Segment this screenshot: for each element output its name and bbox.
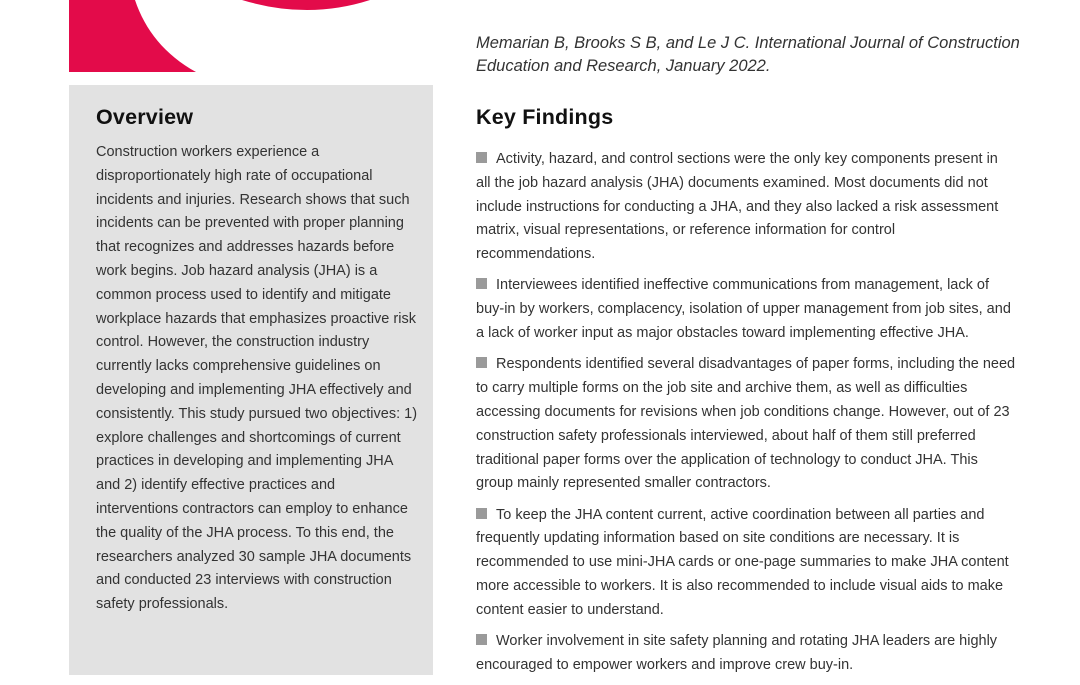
square-bullet-icon: [476, 634, 487, 645]
logo-red-arc: [242, 0, 370, 10]
key-findings-heading: Key Findings: [476, 105, 614, 129]
overview-body: Construction workers experience a disproportionately high rate of occupational incidents and injuries. Research shows that such incidents can be prevented with proper planning that recognizes and addresses hazards before work begins. Job hazard analysis (JHA) is a common process used to identify and mitigate workplace hazards that emphasizes proactive risk control. However, the construction industry currently lacks comprehensive guidelines on developing and implementing JHA effectively and consistently. This study pursued two objectives: 1) explore challenges and shortcomings of current practices in developing and implementing JHA and 2) identify effective practices and interventions contractors can employ to enhance the quality of the JHA process. To this end, the researchers analyzed 30 sample JHA documents and conducted 23 interviews with construction safety professionals.: [96, 144, 418, 613]
finding-text: Respondents identified several disadvantages of paper forms, including the need to carry multiple forms on the job site and archive them, as well as difficulties accessing documents for revisions when job conditions change. However, out of 23 construction safety professionals interviewed, about half of them still preferred traditional paper forms over the application of technology to conduct JHA. This group mainly represented smaller contractors.: [476, 356, 1016, 492]
finding-text: Worker involvement in site safety planning and rotating JHA leaders are highly encouraged to empower workers and improve crew buy-in.: [476, 633, 998, 673]
square-bullet-icon: [476, 508, 487, 519]
finding-item: [476, 630, 1016, 678]
overview-heading: Overview: [96, 105, 194, 129]
overview-panel: [69, 85, 433, 675]
logo-red-wedge: [69, 0, 196, 72]
square-bullet-icon: [476, 357, 487, 368]
finding-text: Interviewees identified ineffective communications from management, lack of buy-in by workers, complacency, isolation of upper management from job sites, and a lack of worker input as major obstacles toward implementing effective JHA.: [476, 277, 1011, 342]
key-findings-list: [476, 148, 1016, 685]
finding-item: [476, 148, 1016, 267]
square-bullet-icon: [476, 278, 487, 289]
finding-item: [476, 504, 1016, 623]
finding-text: Activity, hazard, and control sections were the only key components present in all the job hazard analysis (JHA) documents examined. Most documents did not include instructions for conducting a JHA, and they also lacked a risk assessment matrix, visual representations, or reference information for control recommendations.: [476, 151, 999, 263]
finding-text: To keep the JHA content current, active coordination between all parties and frequently updating information based on site conditions are necessary. It is recommended to use mini-JHA cards or one-page summaries to make JHA content more accessible to workers. It is also recommended to include visual aids to make content easier to understand.: [476, 506, 1009, 618]
finding-item: [476, 353, 1016, 496]
finding-item: [476, 274, 1016, 345]
citation: Memarian B, Brooks S B, and Le J C. International Journal of Construction Education and Research, January 2022.: [476, 34, 1020, 75]
logo-graphic: [0, 0, 440, 80]
square-bullet-icon: [476, 152, 487, 163]
